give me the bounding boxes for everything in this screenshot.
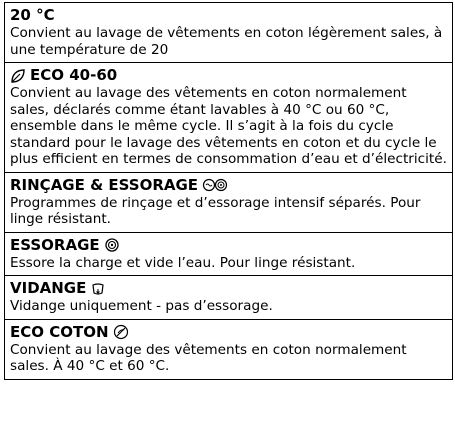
program-title-text: RINÇAGE & ESSORAGE (10, 175, 199, 194)
program-title (10, 66, 447, 85)
program-title-text: ECO COTON (10, 322, 109, 341)
program-description: Essore la charge et vide l’eau. Pour linge résistant. (10, 254, 356, 271)
spin-icon (104, 237, 120, 253)
program-title-text: 20 °C (10, 6, 55, 24)
program-description: Programmes de rinçage et d’essorage intensif séparés. Pour linge résistant. (10, 194, 421, 227)
program-title (10, 236, 447, 255)
program-description: Convient au lavage des vêtements en coton normalement sales. À 40 °C et 60 °C. (10, 341, 407, 374)
program-title (10, 279, 447, 298)
program-row-20c (5, 3, 452, 63)
program-title-text: ECO 40-60 (30, 66, 118, 84)
eco-cotton-icon (113, 324, 129, 340)
program-row-rinse-spin (5, 173, 452, 233)
program-title (10, 176, 447, 195)
program-row-eco-40-60 (5, 63, 452, 173)
rinse-spin-icon (202, 177, 228, 193)
program-row-eco-cotton (5, 320, 452, 380)
program-description: Convient au lavage des vêtements en coton normalement sales, déclarés comme étant lavables à 40 °C ou 60 °C, ensemble dans le même cycle. Il s’agit à la fois du cycle standard pour le lavage des vêtements en coton et du cycle le plus efficient en termes de consommation d’eau et d’électricité. (10, 85, 447, 167)
program-title (10, 6, 447, 25)
programs-table (4, 2, 453, 380)
eco-leaf-icon (10, 68, 26, 84)
program-title (10, 323, 447, 342)
program-description: Vidange uniquement - pas d’essorage. (10, 298, 273, 314)
program-title-text: VIDANGE (10, 279, 87, 297)
program-description: Convient au lavage de vêtements en coton légèrement sales, à une température de 20 (10, 25, 443, 58)
program-row-spin (5, 233, 452, 277)
program-title-text: ESSORAGE (10, 235, 100, 254)
drain-icon (90, 281, 106, 297)
program-row-drain (5, 276, 452, 320)
